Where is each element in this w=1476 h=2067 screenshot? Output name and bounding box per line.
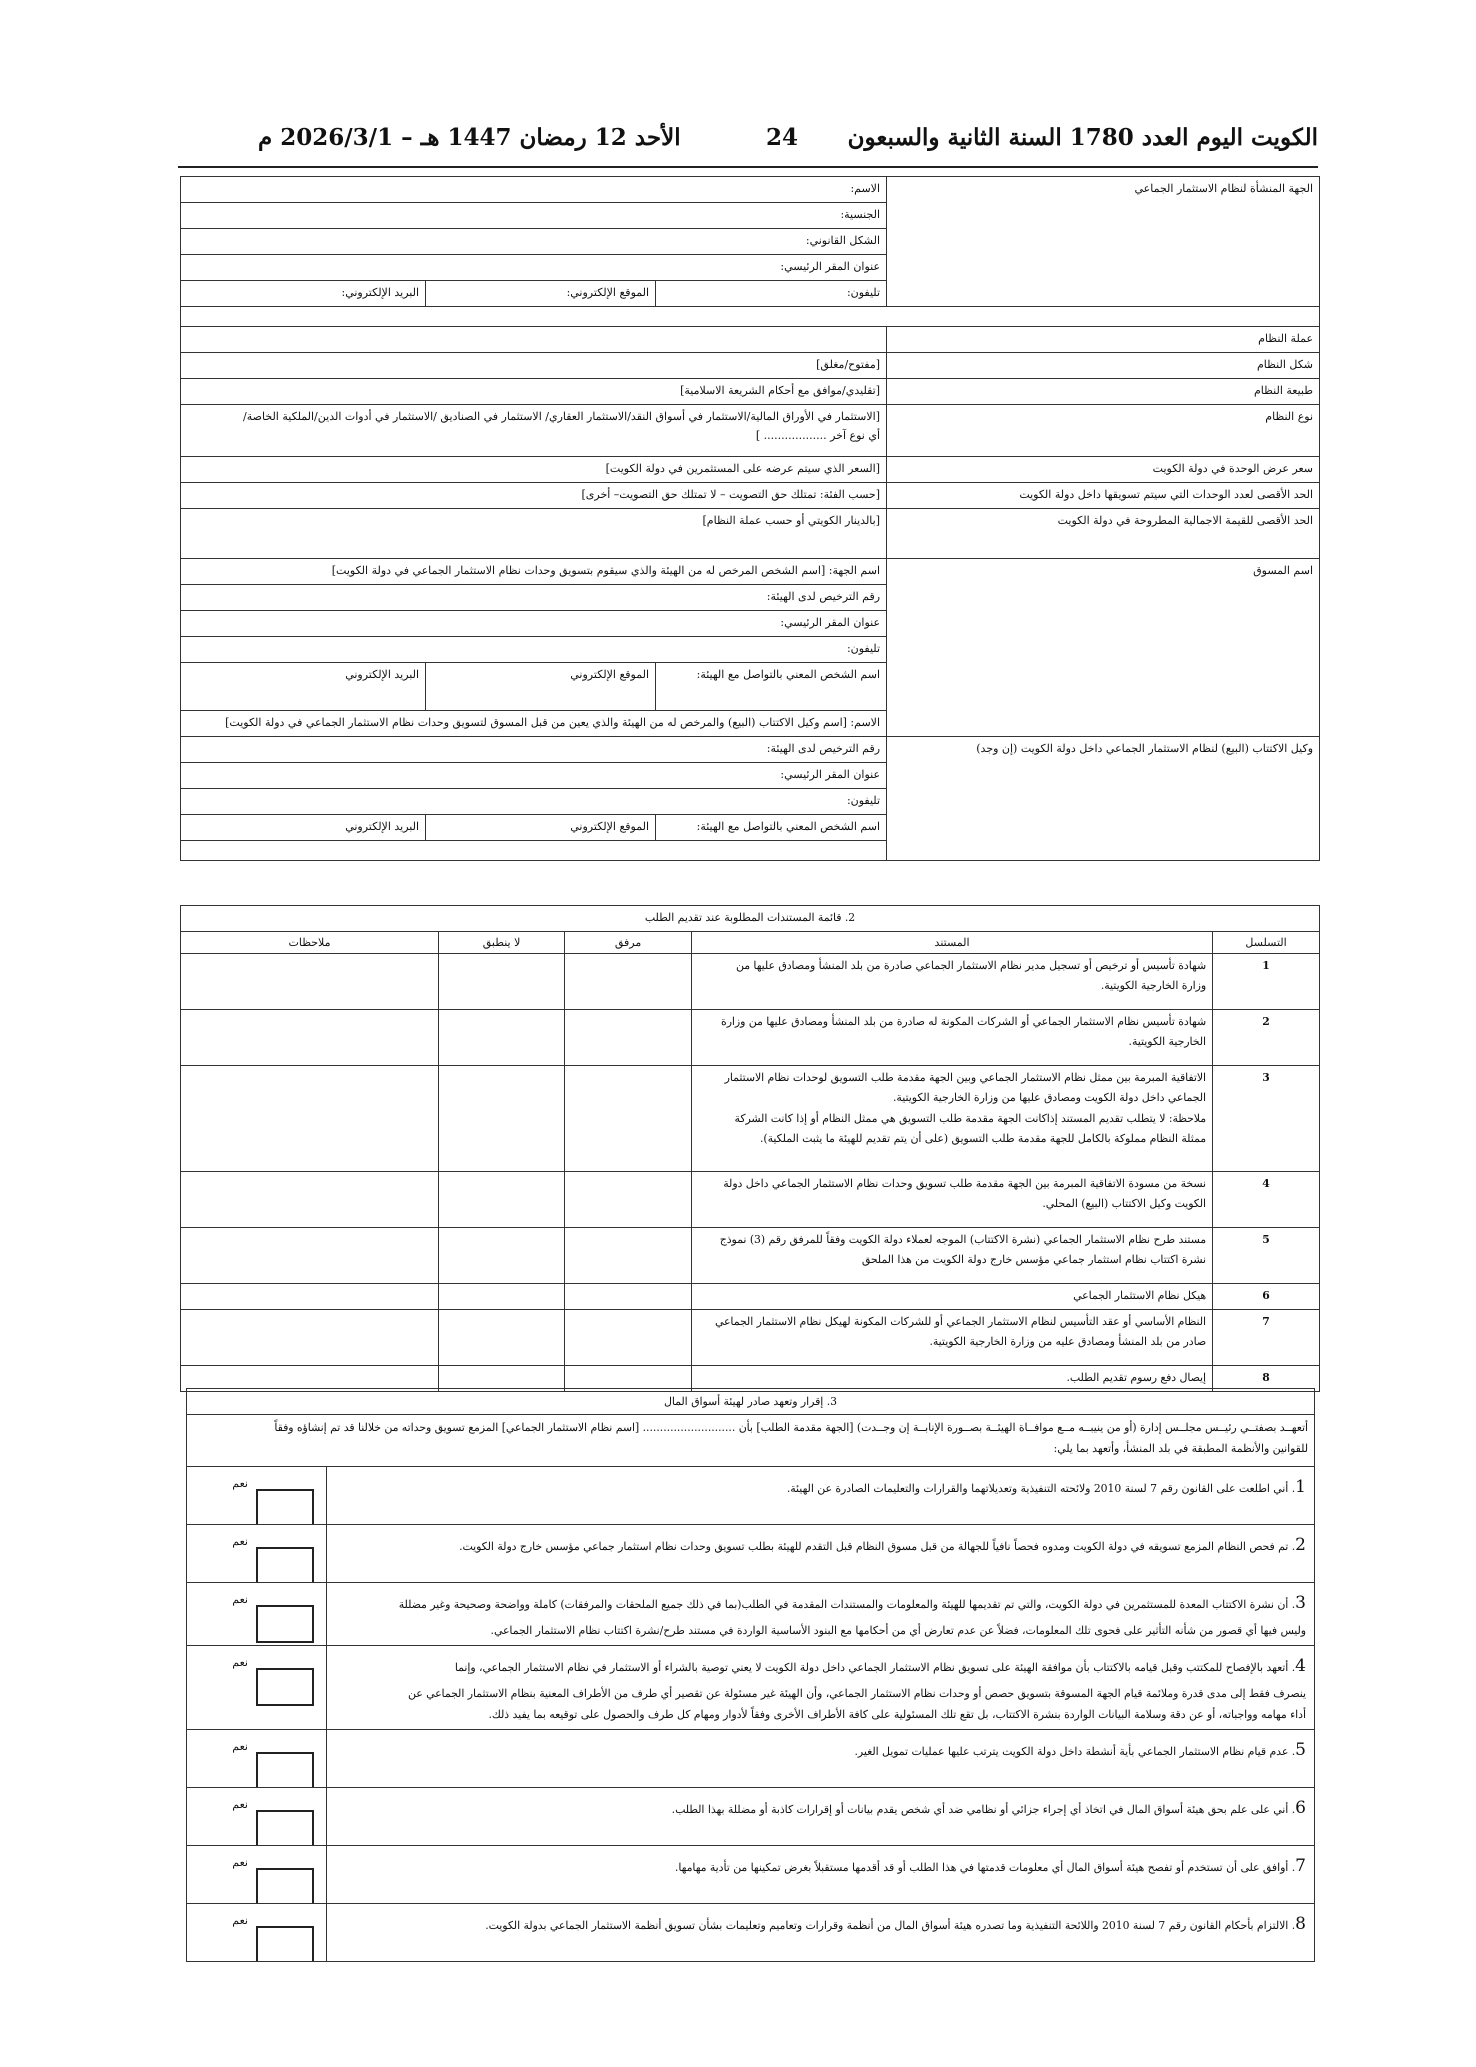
col-provided: مرفق [565,931,692,953]
item-number: 1 [1295,1477,1306,1498]
intro-line: أتعهــد بصفتــي رئيــس مجلــس إدارة (أو من ينيبــه مــع موافــاة الهيئــة بصــورة الإنابــة إن وجــدت) [الجهة مقدمة الطلب] بأن ........................... [اسم نظام الاستثمار الجماعي] المزمع تسويق وحداته من خلالنا قد تم إنشاؤه وفقاً [274,1421,1308,1435]
declaration-item [187,1846,1315,1904]
provided-cell[interactable] [565,1309,692,1365]
currency-label: عملة النظام [887,327,1320,353]
row-document [692,1171,1213,1227]
item-line: تم فحص النظام المزمع تسويقه في دولة الكويت ومدوه فحصاً نافياً للجهالة من قبل مسوق النظام قبل التقدم للهيئة بطلب تسويق وحدات نظام استثمار جماعي مؤسس خارج دولة الكويت. [459,1540,1289,1554]
na-cell[interactable] [439,1227,565,1283]
table-row [181,1283,1320,1309]
item-number: 7 [1295,1856,1306,1877]
documents-title: 2. قائمة المستندات المطلوبة عند تقديم الطلب [181,906,1320,932]
item-line: أني على علم بحق هيئة أسواق المال في اتخاذ أي إجراء جزائي أو نظامي ضد أي شخص يقدم بيانات أو إقرارات كاذبة أو مضللة بهذا الطلب. [671,1803,1289,1817]
item-number: 2 [1295,1535,1306,1556]
item-number: 4 [1295,1656,1306,1677]
na-cell[interactable] [439,1283,565,1309]
marketer-label: اسم المسوق [887,559,1320,737]
notes-cell[interactable] [181,953,439,1009]
item-text: 3. أن نشرة الاكتتاب المعدة للمستثمرين في دولة الكويت، والتي تم تقديمها للهيئة والمعلومات والمستندات المقدمة في الطلب(بما في ذلك جميع الملحقات والمرفقات) كاملة وواضحة وصحيحة وغير مضللة وليس فيها أي قصور من شأنه التأثير على فحوى تلك المعلومات، فضلاً عن عدم تعارض أي من أحكامها مع البنود الأساسية الواردة في مستند طرح/نشرة اكتتاب نظام الاستثمار الجماعي. [327,1583,1315,1646]
agent-spacer [181,841,887,861]
marketer-license: رقم الترخيص لدى الهيئة: [181,585,887,611]
yes-checkbox[interactable] [256,1752,314,1788]
agent-email: البريد الإلكتروني [181,815,426,841]
row-document [692,1065,1213,1171]
item-text: 6. أني على علم بحق هيئة أسواق المال في اتخاذ أي إجراء جزائي أو نظامي ضد أي شخص يقدم بيانات أو إقرارات كاذبة أو مضللة بهذا الطلب. [327,1788,1315,1846]
declaration-item [187,1583,1315,1646]
item-number: 3 [1295,1593,1306,1614]
declaration-intro [187,1415,1315,1467]
issuer-phone: تليفون: [656,281,887,307]
yes-answer [187,1467,327,1525]
col-na: لا ينطبق [439,931,565,953]
table-row [181,1309,1320,1365]
row-number: 3 [1213,1065,1320,1171]
item-text: 4. أتعهد بالإفصاح للمكتتب وقبل قيامه بالاكتتاب بأن موافقة الهيئة على تسويق نظام الاستثمار الجماعي داخل دولة الكويت لا يعني توصية بالشراء أو الاستثمار في نظام الاستثمار الجماعي، وإنما ينصرف فقط إلى مدى قدرة وملائمة قيام الجهة المسوقة بتسويق حصص أو وحدات نظام الاستثمار الجماعي، وأن الهيئة غير مسئولة عن تقصير أي طرف من الأطراف المعنية بنظام الاستثمار الجماعي عن أداء مهامه وواجباته، أو عن دقة وسلامة البيانات الواردة بنشرة الاكتتاب، بل تقع تلك المسئولية على كافة الأطراف الأخرى وفقاً لأدوار ومهام كل طرف والحصول على توقيعه بما يفيد ذلك. [327,1646,1315,1730]
document-line: نشرة اكتتاب نظام استثمار جماعي مؤسس خارج دولة الكويت من هذا الملحق [861,1253,1207,1266]
agent-license: رقم الترخيص لدى الهيئة: [181,737,887,763]
fund-info-table [180,176,1320,861]
yes-checkbox[interactable] [256,1810,314,1846]
page-header [178,120,1318,160]
issuer-name: الاسم: [181,177,887,203]
page-number: 24 [765,124,798,151]
row-number: 5 [1213,1227,1320,1283]
na-cell[interactable] [439,1065,565,1171]
yes-answer [187,1846,327,1904]
item-line: وليس فيها أي قصور من شأنه التأثير على فحوى تلك المعلومات، فضلاً عن عدم تعارض أي من أحكامها مع البنود الأساسية الواردة في مستند طرح/نشرة اكتتاب نظام الاستثمار الجماعي. [490,1624,1306,1638]
issuer-label: الجهة المنشأة لنظام الاستثمار الجماعي [887,177,1320,307]
row-number: 8 [1213,1365,1320,1391]
nature-value: [تقليدي/موافق مع أحكام الشريعة الاسلامية] [181,379,887,405]
document-line: ممثلة النظام مملوكة بالكامل للجهة مقدمة طلب التسويق (على أن يتم تقديم للهيئة ما يثبت الملكية). [759,1132,1207,1145]
item-line: أوافق على أن تستخدم أو تفصح هيئة أسواق المال أي معلومات قدمتها في هذا الطلب أو قد أقدمها مستقبلاً بغرض تمكينها من تأدية مهامها. [674,1861,1289,1875]
col-serial: التسلسل [1213,931,1320,953]
document-line: شهادة تأسيس نظام الاستثمار الجماعي أو الشركات المكونة له صادرة من بلد المنشأ ومصادق عليها من وزارة [721,1014,1207,1028]
declaration-table [186,1388,1315,1962]
yes-label: نعم [232,1593,248,1607]
yes-checkbox[interactable] [256,1489,314,1525]
agent-website: الموقع الإلكتروني [426,815,656,841]
na-cell[interactable] [439,1171,565,1227]
document-line: الخارجية الكويتية. [1128,1035,1207,1048]
table-row [181,1065,1320,1171]
type-value-line-1: [الاستثمار في الأوراق المالية/الاستثمار في أسواق النقد/الاستثمار العقاري/ الاستثمار في الصناديق /الاستثمار في أدوات الدين/الملكية الخاصة/ [243,410,881,423]
marketer-website: الموقع الإلكتروني [426,663,656,711]
item-text: 2. تم فحص النظام المزمع تسويقه في دولة الكويت ومدوه فحصاً نافياً للجهالة من قبل مسوق النظام قبل التقدم للهيئة بطلب تسويق وحدات نظام استثمار جماعي مؤسس خارج دولة الكويت. [327,1525,1315,1583]
yes-checkbox[interactable] [256,1868,314,1904]
notes-cell[interactable] [181,1171,439,1227]
notes-cell[interactable] [181,1009,439,1065]
item-text: 8. الالتزام بأحكام القانون رقم 7 لسنة 2010 واللائحة التنفيذية وما تصدره هيئة أسواق المال من أنظمة وقرارات وتعاميم وتعليمات بشأن تسويق أنظمة الاستثمار الجماعي بدولة الكويت. [327,1904,1315,1962]
agent-address: عنوان المقر الرئيسي: [181,763,887,789]
row-number: 2 [1213,1009,1320,1065]
currency-value [181,327,887,353]
nature-label: طبيعة النظام [887,379,1320,405]
table-row [181,1227,1320,1283]
declaration-item [187,1788,1315,1846]
provided-cell[interactable] [565,1227,692,1283]
item-line: أني اطلعت على القانون رقم 7 لسنة 2010 ولائحته التنفيذية وتعديلاتهما والقرارات والتعليمات الصادرة عن الهيئة. [786,1482,1289,1496]
document-line: شهادة تأسيس أو ترخيص أو تسجيل مدير نظام الاستثمار الجماعي صادرة من بلد المنشأ ومصادق عليها من [735,958,1207,972]
yes-answer [187,1904,327,1962]
issue-date: الأحد 12 رمضان 1447 هـ – 2026/3/1 م [258,124,681,151]
item-line: الالتزام بأحكام القانون رقم 7 لسنة 2010 واللائحة التنفيذية وما تصدره هيئة أسواق المال من أنظمة وقرارات وتعاميم وتعليمات بشأن تسويق أنظمة الاستثمار الجماعي بدولة الكويت. [485,1919,1289,1933]
form-value: [مفتوح/مغلق] [181,353,887,379]
marketer-agent-name: الاسم: [اسم وكيل الاكتتاب (البيع) والمرخص له من الهيئة والذي يعين من قبل المسوق لتسويق وحدات نظام الاستثمار الجماعي في دولة الكويت] [181,711,887,737]
agent-phone: تليفون: [181,789,887,815]
provided-cell[interactable] [565,1283,692,1309]
yes-checkbox[interactable] [256,1926,314,1962]
item-number: 5 [1295,1740,1306,1761]
yes-answer [187,1525,327,1583]
form-label: شكل النظام [887,353,1320,379]
document-line: النظام الأساسي أو عقد التأسيس لنظام الاستثمار الجماعي أو للشركات المكونة لهيكل نظام الاستثمار الجماعي [714,1314,1207,1328]
table-row [181,1171,1320,1227]
notes-cell[interactable] [181,1227,439,1283]
item-number: 8 [1295,1914,1306,1935]
col-notes: ملاحظات [181,931,439,953]
yes-answer [187,1730,327,1788]
row-document [692,1227,1213,1283]
document-line: الاتفاقية المبرمة بين ممثل نظام الاستثمار الجماعي وبين الجهة مقدمة طلب التسويق لوحدات نظام الاستثمار [724,1070,1207,1084]
declaration-title: 3. إقرار وتعهد صادر لهيئة أسواق المال [187,1389,1315,1415]
row-number: 4 [1213,1171,1320,1227]
yes-label: نعم [232,1477,248,1491]
yes-answer [187,1646,327,1730]
notes-cell[interactable] [181,1283,439,1309]
agent-contact: اسم الشخص المعني بالتواصل مع الهيئة: [656,815,887,841]
table-row [181,953,1320,1009]
yes-label: نعم [232,1535,248,1549]
header-rule [178,166,1318,168]
yes-label: نعم [232,1856,248,1870]
table-row [181,1009,1320,1065]
yes-checkbox[interactable] [256,1547,314,1583]
item-line: ينصرف فقط إلى مدى قدرة وملائمة قيام الجهة المسوقة بتسويق حصص أو وحدات نظام الاستثمار الجماعي، وأن الهيئة غير مسئولة عن تقصير أي طرف من الأطراف المعنية بنظام الاستثمار الجماعي عن [408,1687,1306,1701]
issuer-address: عنوان المقر الرئيسي: [181,255,887,281]
gazette-issue: الكويت اليوم العدد 1780 السنة الثانية والسبعون [847,124,1318,151]
document-line: وزارة الخارجية الكويتية. [1100,979,1207,992]
issuer-website: الموقع الإلكتروني: [426,281,656,307]
notes-cell[interactable] [181,1065,439,1171]
max-value-value: [بالدينار الكويتي أو حسب عملة النظام] [181,509,887,559]
document-line: الكويت وكيل الاكتتاب (البيع) المحلي. [1042,1197,1207,1210]
document-line: نسخة من مسودة الاتفاقية المبرمة بين الجهة مقدمة طلب تسويق وحدات نظام الاستثمار الجماعي داخل دولة [723,1176,1207,1190]
declaration-item [187,1525,1315,1583]
spacer-row [181,307,1320,327]
provided-cell[interactable] [565,953,692,1009]
price-label: سعر عرض الوحدة في دولة الكويت [887,457,1320,483]
item-text: 1. أني اطلعت على القانون رقم 7 لسنة 2010 ولائحته التنفيذية وتعديلاتهما والقرارات والتعليمات الصادرة عن الهيئة. [327,1467,1315,1525]
item-number: 6 [1295,1798,1306,1819]
yes-label: نعم [232,1740,248,1754]
col-document: المستند [692,931,1213,953]
max-units-value: [حسب الفئة: تمتلك حق التصويت – لا تمتلك حق التصويت– أخرى] [181,483,887,509]
document-line: صادر من بلد المنشأ ومصادق عليه من وزارة الخارجية الكويتية. [929,1335,1207,1348]
yes-label: نعم [232,1798,248,1812]
max-units-label: الحد الأقصى لعدد الوحدات التي سيتم تسويقها داخل دولة الكويت [887,483,1320,509]
type-value [181,405,887,457]
item-line: أن نشرة الاكتتاب المعدة للمستثمرين في دولة الكويت، والتي تم تقديمها للهيئة والمعلومات والمستندات المقدمة في الطلب(بما في ذلك جميع الملحقات والمرفقات) كاملة وواضحة وصحيحة وغير مضللة [398,1598,1289,1612]
issuer-email: البريد الإلكتروني: [181,281,426,307]
declaration-item [187,1467,1315,1525]
na-cell[interactable] [439,953,565,1009]
row-number: 7 [1213,1309,1320,1365]
yes-label: نعم [232,1914,248,1928]
item-line: عدم قيام نظام الاستثمار الجماعي بأية أنشطة داخل دولة الكويت يترتب عليها عمليات تمويل الغير. [854,1745,1289,1759]
na-cell[interactable] [439,1009,565,1065]
intro-line: للقوانين والأنظمة المطبقة في بلد المنشأ، وأتعهد بما يلي: [1053,1442,1308,1456]
item-text: 5. عدم قيام نظام الاستثمار الجماعي بأية أنشطة داخل دولة الكويت يترتب عليها عمليات تمويل الغير. [327,1730,1315,1788]
provided-cell[interactable] [565,1171,692,1227]
max-value-label: الحد الأقصى للقيمة الاجمالية المطروحة في دولة الكويت [887,509,1320,559]
row-document [692,1009,1213,1065]
declaration-item [187,1730,1315,1788]
document-line: الجماعي داخل دولة الكويت ومصادق عليها من وزارة الخارجية الكويتية. [893,1091,1207,1104]
document-line: ملاحظة: لا يتطلب تقديم المستند إذاكانت الجهة مقدمة طلب التسويق هي ممثل النظام أو إذا كانت الشركة [734,1111,1207,1125]
row-document: إيصال دفع رسوم تقديم الطلب. [692,1365,1213,1391]
documents-table [180,905,1320,1392]
item-text: 7. أوافق على أن تستخدم أو تفصح هيئة أسواق المال أي معلومات قدمتها في هذا الطلب أو قد أقدمها مستقبلاً بغرض تمكينها من تأدية مهامها. [327,1846,1315,1904]
yes-checkbox[interactable] [256,1668,314,1706]
item-line: أداء مهامه وواجباته، أو عن دقة وسلامة البيانات الواردة بنشرة الاكتتاب، بل تقع تلك المسئولية على كافة الأطراف الأخرى وفقاً لأدوار ومهام كل طرف والحصول على توقيعه بما يفيد ذلك. [488,1708,1306,1722]
document-line: مستند طرح نظام الاستثمار الجماعي (نشرة الاكتتاب) الموجه لعملاء دولة الكويت وفقاً للمرفق رقم (3) نموذج [719,1232,1207,1246]
marketer-email: البريد الإلكتروني [181,663,426,711]
type-value-line-2: أي نوع آخر .................. ] [755,429,881,443]
marketer-name: اسم الجهة: [اسم الشخص المرخص له من الهيئة والذي سيقوم بتسويق وحدات نظام الاستثمار الجماعي في دولة الكويت] [181,559,887,585]
na-cell[interactable] [439,1309,565,1365]
declaration-item [187,1904,1315,1962]
marketer-phone: تليفون: [181,637,887,663]
row-document [692,953,1213,1009]
provided-cell[interactable] [565,1009,692,1065]
provided-cell[interactable] [565,1065,692,1171]
marketer-address: عنوان المقر الرئيسي: [181,611,887,637]
marketer-contact: اسم الشخص المعني بالتواصل مع الهيئة: [656,663,887,711]
row-number: 6 [1213,1283,1320,1309]
type-label: نوع النظام [887,405,1320,457]
agent-label: وكيل الاكتتاب (البيع) لنظام الاستثمار الجماعي داخل دولة الكويت (إن وجد) [887,737,1320,861]
yes-answer [187,1788,327,1846]
notes-cell[interactable] [181,1309,439,1365]
issuer-legal-form: الشكل القانوني: [181,229,887,255]
yes-checkbox[interactable] [256,1605,314,1643]
item-line: أتعهد بالإفصاح للمكتتب وقبل قيامه بالاكتتاب بأن موافقة الهيئة على تسويق نظام الاستثمار الجماعي داخل دولة الكويت لا يعني توصية بالشراء أو الاستثمار في نظام الاستثمار الجماعي، وإنما [454,1661,1289,1675]
price-value: [السعر الذي سيتم عرضه على المستثمرين في دولة الكويت] [181,457,887,483]
row-document: هيكل نظام الاستثمار الجماعي [692,1283,1213,1309]
yes-answer [187,1583,327,1646]
row-document [692,1309,1213,1365]
declaration-item [187,1646,1315,1730]
issuer-nationality: الجنسية: [181,203,887,229]
yes-label: نعم [232,1656,248,1670]
row-number: 1 [1213,953,1320,1009]
